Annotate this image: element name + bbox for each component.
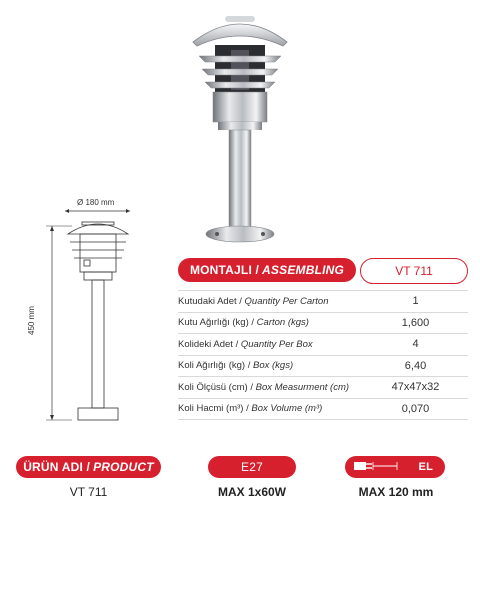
spec-row — [178, 313, 468, 335]
spec-label-tr: Koli Ölçüsü (cm) / — [178, 381, 256, 393]
spec-table — [178, 290, 468, 420]
assembling-label-en: ASSEMBLING — [262, 263, 345, 277]
height-label: 450 mm — [27, 306, 36, 335]
spec-label-tr: Koli Ağırlığı (kg) / — [178, 360, 253, 372]
spec-value: 4 — [412, 338, 419, 351]
spec-label-tr: Kolideki Adet / — [178, 338, 241, 350]
technical-drawing — [20, 190, 170, 430]
assembling-label-tr: MONTAJLI / — [189, 263, 260, 277]
spec-label-tr: Kutu Ağırlığı (kg) / — [178, 317, 257, 329]
cable-plug-icon — [353, 459, 399, 476]
product-label-en: PRODUCT — [93, 460, 154, 474]
spec-label-tr: Kutudaki Adet / — [178, 295, 245, 307]
socket-badge — [208, 456, 296, 478]
spec-label-en: Carton (kgs) — [256, 317, 309, 329]
spec-row — [178, 377, 468, 399]
spec-row — [178, 290, 468, 313]
spec-row — [178, 356, 468, 378]
assembling-badge — [178, 258, 356, 282]
spec-label — [178, 317, 363, 328]
product-photo — [185, 12, 295, 247]
spec-label — [178, 296, 363, 307]
spec-label — [178, 382, 363, 393]
spec-value: 6,40 — [404, 359, 427, 372]
wattage-value: MAX 1x60W — [217, 485, 287, 499]
spec-label-tr: Koli Hacmi (m³) / — [178, 403, 252, 415]
spec-label-en: Box (kgs) — [252, 360, 294, 372]
spec-row — [178, 399, 468, 421]
spec-value: 1 — [412, 295, 419, 308]
spec-label-en: Quantity Per Carton — [244, 295, 329, 307]
product-label-tr: ÜRÜN ADI / — [23, 460, 91, 474]
socket-label: E27 — [241, 460, 263, 474]
spec-label — [178, 403, 363, 414]
spec-label-en: Box Measurment (cm) — [255, 381, 350, 393]
spec-label-en: Quantity Per Box — [240, 338, 313, 350]
cable-label: EL — [418, 461, 433, 473]
spec-value: 1,600 — [401, 316, 430, 329]
spec-value: 47x47x32 — [391, 381, 440, 394]
model-code: VT 711 — [395, 264, 433, 278]
diameter-label: Ø 180 mm — [77, 198, 115, 207]
product-badge — [16, 456, 161, 478]
spec-value: 0,070 — [401, 402, 430, 415]
spec-label — [178, 360, 363, 371]
spec-label-en: Box Volume (m³) — [251, 403, 323, 415]
spec-row — [178, 334, 468, 356]
cable-length-value: MAX 120 mm — [358, 485, 434, 499]
cable-badge — [345, 456, 445, 478]
product-name: VT 711 — [69, 485, 108, 499]
model-badge — [360, 258, 468, 284]
spec-label — [178, 339, 363, 350]
